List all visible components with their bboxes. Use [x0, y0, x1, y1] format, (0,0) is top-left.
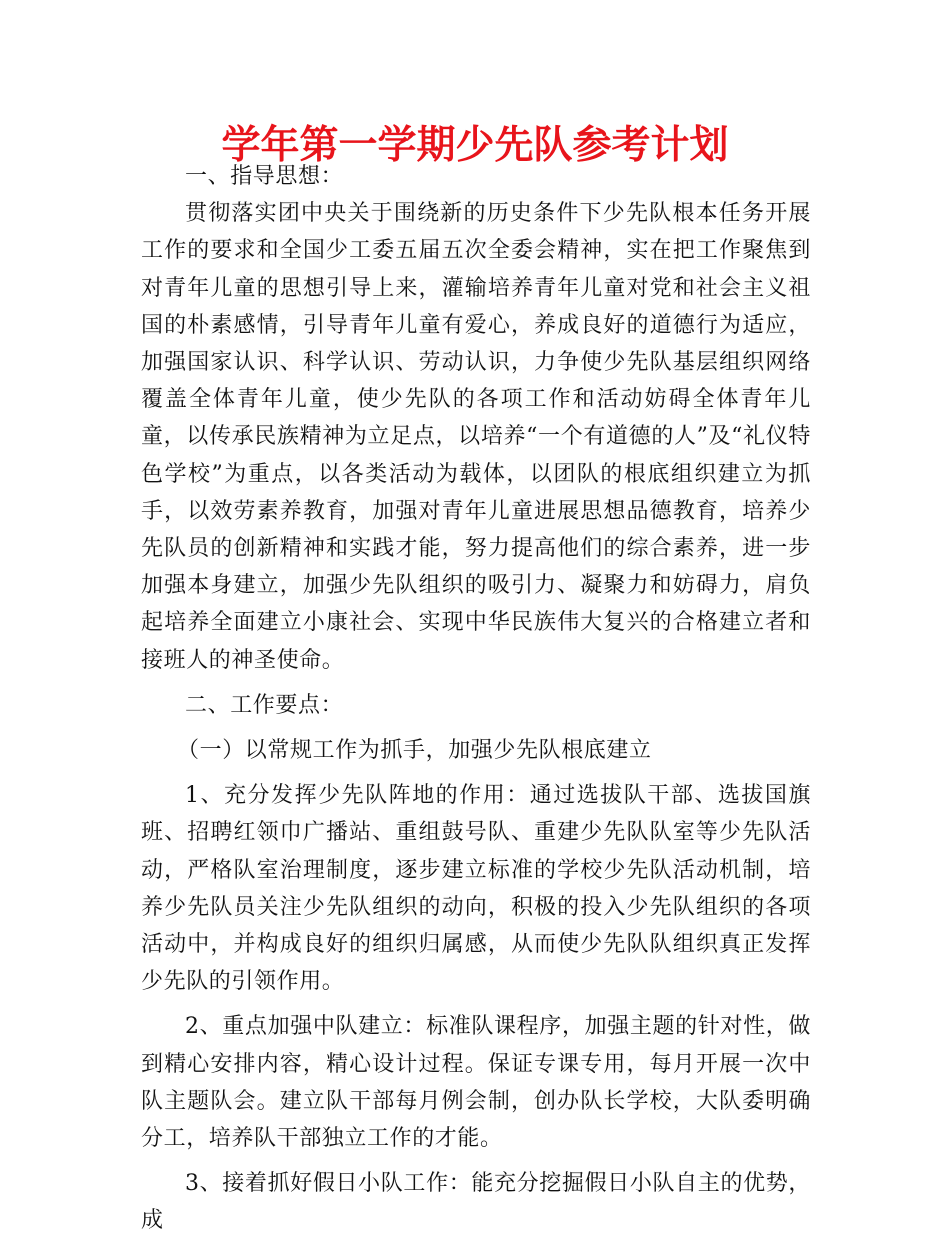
paragraph-item-2: 2、重点加强中队建立：标准队课程序，加强主题的针对性，做到精心安排内容，精心设计过程。保证专课专用，每月开展一次中队主题队会。建立队干部每月例会制，创办队长学校，大队委明确分工，培养队干部独立工作的才能。 — [141, 1014, 811, 1152]
document-body — [141, 158, 811, 1240]
paragraph-item-1: 1、充分发挥少先队阵地的作用：通过选拔队干部、选拔国旗班、招聘红领巾广播站、重组鼓号队、重建少先队队室等少先队活动，严格队室治理制度，逐步建立标准的学校少先队活动机制，培养少先队员关注少先队组织的动向，积极的投入少先队组织的各项活动中，并构成良好的组织归属感，从而使少先队队组织真正发挥少先队的引领作用。 — [141, 783, 811, 995]
paragraph-item-3: 3、接着抓好假日小队工作：能充分挖掘假日小队自主的优势，成 — [141, 1171, 811, 1234]
document-title: 学年第一学期少先队参考计划 — [221, 123, 729, 168]
section-heading-work-points: 二、工作要点： — [185, 692, 344, 718]
subsection-heading-routine-work: （一）以常规工作为抓手，加强少先队根底建立 — [177, 738, 652, 764]
paragraph-guiding-thought: 贯彻落实团中央关于围绕新的历史条件下少先队根本任务开展工作的要求和全国少工委五届五次全委会精神，实在把工作聚焦到对青年儿童的思想引导上来，灌输培养青年儿童对党和社会主义祖国的朴素感情，引导青年儿童有爱心，养成良好的道德行为适应，加强国家认识、科学认识、劳动认识，力争使少先队基层组织网络覆盖全体青年儿童，使少先队的各项工作和活动妨碍全体青年儿童，以传承民族精神为立足点，以培养“一个有道德的人”及“礼仪特色学校”为重点，以各类活动为载体，以团队的根底组织建立为抓手，以效劳素养教育，加强对青年儿童进展思想品德教育，培养少先队员的创新精神和实践才能，努力提高他们的综合素养，进一步加强本身建立，加强少先队组织的吸引力、凝聚力和妨碍力，肩负起培养全面建立小康社会、实现中华民族伟大复兴的合格建立者和接班人的神圣使命。 — [141, 201, 811, 673]
section-heading-guiding-thought: 一、指导思想： — [185, 164, 344, 189]
